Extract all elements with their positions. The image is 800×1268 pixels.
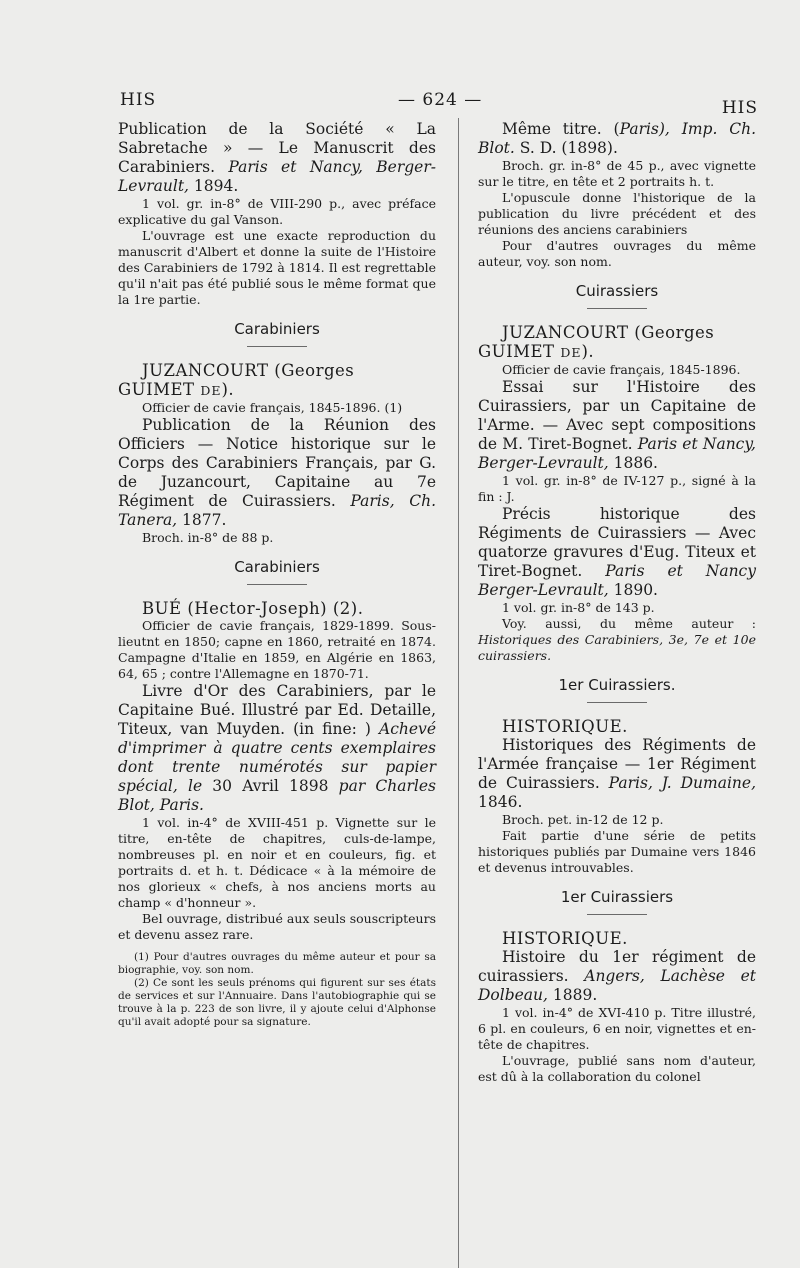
colophon: Achevé d'imprimer à quatre cents exemplaires dont trente numérotés sur papier spécial, le bbox=[118, 720, 436, 795]
title-text: Précis historique des Régiments de Cuirassiers — Avec quatorze gravures d'Eug. Titeux et Tiret-Bognet. bbox=[478, 505, 756, 580]
entry-notice-carabiniers bbox=[118, 416, 436, 530]
page-number: — 624 — bbox=[398, 90, 483, 110]
entry-historiques-description: Broch. pet. in-12 de 12 p. bbox=[502, 812, 664, 827]
printer: par Charles Blot, Paris. bbox=[118, 777, 437, 814]
author-name: JUZANCOURT (Georges GUIMET bbox=[118, 361, 355, 399]
author-bue: BUÉ (Hector-Joseph) (2). bbox=[142, 599, 364, 618]
entry-meme-titre-note-2: Pour d'autres ouvrages du même auteur, voy. son nom. bbox=[478, 238, 756, 269]
entry-sabretache-description: 1 vol. gr. in-8° de VIII-290 p., avec préface explicative du gal Vanson. bbox=[118, 196, 436, 227]
title-text: Histoire du 1er régiment de cuirassiers. bbox=[478, 948, 756, 985]
title-text: Historiques des Régiments de l'Armée française — 1er Régiment de Cuirassiers. bbox=[478, 736, 756, 792]
entry-meme-titre-note: L'opuscule donne l'historique de la publication du livre précédent et des réunions des anciens carabiniers bbox=[478, 190, 756, 237]
section-heading-carabiniers-1: Carabiniers bbox=[234, 320, 320, 338]
date: S. D. (1898). bbox=[514, 139, 618, 157]
running-head-left: HIS bbox=[120, 90, 157, 110]
author-juzancourt bbox=[118, 361, 436, 400]
title-text: Publication de la Réunion des Officiers — Notice historique sur le Corps des Carabiniers Français, par G. de Juzancourt, Capitaine au 7e Régiment de Cuirassiers. bbox=[118, 416, 436, 510]
section-rule bbox=[587, 914, 647, 915]
author-punct: ). bbox=[221, 380, 235, 399]
year: 1889. bbox=[547, 986, 598, 1004]
year: 1846. bbox=[478, 793, 523, 811]
right-column bbox=[478, 120, 756, 1085]
author-particle: DE bbox=[560, 345, 582, 360]
entry-precis-description: 1 vol. gr. in-8° de 143 p. bbox=[502, 600, 655, 615]
section-heading-1er-cuirassiers-1: 1er Cuirassiers. bbox=[558, 676, 676, 694]
note-text: Voy. aussi, du même auteur : bbox=[502, 616, 756, 631]
left-column bbox=[118, 120, 436, 1029]
author-juzancourt-bio: Officier de cavie français, 1845-1896. (1) bbox=[142, 400, 403, 415]
imprint: Angers, Lachèse et Dolbeau, bbox=[478, 967, 756, 1004]
year: 1890. bbox=[608, 581, 658, 599]
running-head-right: HIS bbox=[721, 98, 758, 118]
section-rule bbox=[247, 584, 307, 585]
year: 1886. bbox=[608, 454, 658, 472]
entry-meme-titre bbox=[478, 120, 756, 158]
entry-precis-note bbox=[478, 616, 756, 664]
imprint: Paris et Nancy, Berger-Levrault, bbox=[118, 158, 436, 195]
column-divider bbox=[458, 118, 459, 1268]
title-text: Livre d'Or des Carabiniers, par le Capitaine Bué. Illustré par Ed. Detaille, Titeux, van Muyden. (in fine: ) bbox=[118, 682, 436, 738]
entry-essai-cuirassiers bbox=[478, 378, 756, 473]
entry-historiques-note: Fait partie d'une série de petits historiques publiés par Dumaine vers 1846 et devenus introuvables. bbox=[478, 828, 756, 875]
author-juzancourt-2 bbox=[478, 323, 756, 362]
entry-histoire-1er-regiment bbox=[478, 948, 756, 1005]
imprint: Paris, Ch. Tanera, bbox=[118, 492, 436, 529]
footnote-1: (1) Pour d'autres ouvrages du même auteur et pour sa biographie, voy. son nom. bbox=[118, 951, 436, 976]
date: 30 Avril 1898 bbox=[202, 777, 339, 795]
entry-livre-or-description: 1 vol. in-4° de XVIII-451 p. Vignette sur le titre, en-tête de chapitres, culs-de-lampe, nombreuses pl. en noir et en couleurs, fig. et portraits d. et h. t. Dédicace « à la mémoire de nos glorieux « chefs, à nos anciens morts au champ « d'honneur ». bbox=[118, 815, 436, 910]
entry-livre-or bbox=[118, 682, 436, 815]
title-text: Même titre. ( bbox=[502, 120, 620, 138]
year: 1894. bbox=[188, 177, 239, 195]
year: 1877. bbox=[177, 511, 227, 529]
historique-heading-2: HISTORIQUE. bbox=[502, 929, 628, 948]
entry-histoire-note: L'ouvrage, publié sans nom d'auteur, est dû à la collaboration du colonel bbox=[478, 1053, 756, 1084]
author-punct: ). bbox=[581, 342, 595, 361]
entry-livre-or-note: Bel ouvrage, distribué aux seuls souscripteurs et devenu assez rare. bbox=[118, 911, 436, 942]
title-text: Publication de la Société « La Sabretache » — Le Manuscrit des Carabiniers. bbox=[118, 120, 436, 176]
entry-histoire-description: 1 vol. in-4° de XVI-410 p. Titre illustré, 6 pl. en couleurs, 6 en noir, vignettes et en-tête de chapitres. bbox=[478, 1005, 756, 1052]
entry-meme-titre-description: Broch. gr. in-8° de 45 p., avec vignette sur le titre, en tête et 2 portraits h. t. bbox=[478, 158, 756, 189]
entry-essai-description: 1 vol. gr. in-8° de IV-127 p., signé à la fin : J. bbox=[478, 473, 756, 504]
section-rule bbox=[587, 308, 647, 309]
imprint: Paris et Nancy, Berger-Levrault, bbox=[478, 435, 756, 472]
section-rule bbox=[247, 346, 307, 347]
author-juzancourt-2-bio: Officier de cavie français, 1845-1896. bbox=[502, 362, 741, 377]
section-heading-carabiniers-2: Carabiniers bbox=[234, 558, 320, 576]
footnote-2: (2) Ce sont les seuls prénoms qui figurent sur ses états de services et sur l'Annuaire. Dans l'autobiographie qui se trouve à la p. 223 de son livre, il y ajoute celui d'Alphonse qu'il avait adopté pour sa signature. bbox=[118, 977, 436, 1028]
imprint: Paris), Imp. Ch. Blot. bbox=[478, 120, 756, 157]
entry-historiques-regiments bbox=[478, 736, 756, 812]
author-bue-bio: Officier de cavie français, 1829-1899. Sous-lieutnt en 1850; capne en 1860, retraité en 1874. Campagne d'Italie en 1859, en Algérie en 1863, 64, 65 ; contre l'Allemagne en 1870-71. bbox=[118, 618, 436, 681]
section-heading-cuirassiers: Cuirassiers bbox=[575, 282, 659, 300]
title-text: Essai sur l'Histoire des Cuirassiers, par un Capitaine de l'Arme. — Avec sept compositions de M. Tiret-Bognet. bbox=[478, 378, 756, 453]
author-particle: DE bbox=[200, 383, 222, 398]
entry-precis-historique bbox=[478, 505, 756, 600]
entry-sabretache-note: L'ouvrage est une exacte reproduction du manuscrit d'Albert et donne la suite de l'Histoire des Carabiniers de 1792 à 1814. Il est regrettable qu'il n'ait pas été publié sous le même format que la 1re partie. bbox=[118, 228, 436, 307]
imprint: Paris, J. Dumaine, bbox=[608, 774, 757, 792]
entry-notice-description: Broch. in-8° de 88 p. bbox=[142, 530, 274, 545]
section-rule bbox=[587, 702, 647, 703]
historique-heading-1: HISTORIQUE. bbox=[502, 717, 628, 736]
section-heading-1er-cuirassiers-2: 1er Cuirassiers bbox=[560, 888, 674, 906]
imprint: Paris et Nancy Berger-Levrault, bbox=[478, 562, 756, 599]
note-titles: Historiques des Carabiniers, 3e, 7e et 10e cuirassiers. bbox=[478, 632, 756, 663]
author-name: JUZANCOURT (Georges GUIMET bbox=[478, 323, 715, 361]
entry-sabretache-title bbox=[118, 120, 436, 196]
